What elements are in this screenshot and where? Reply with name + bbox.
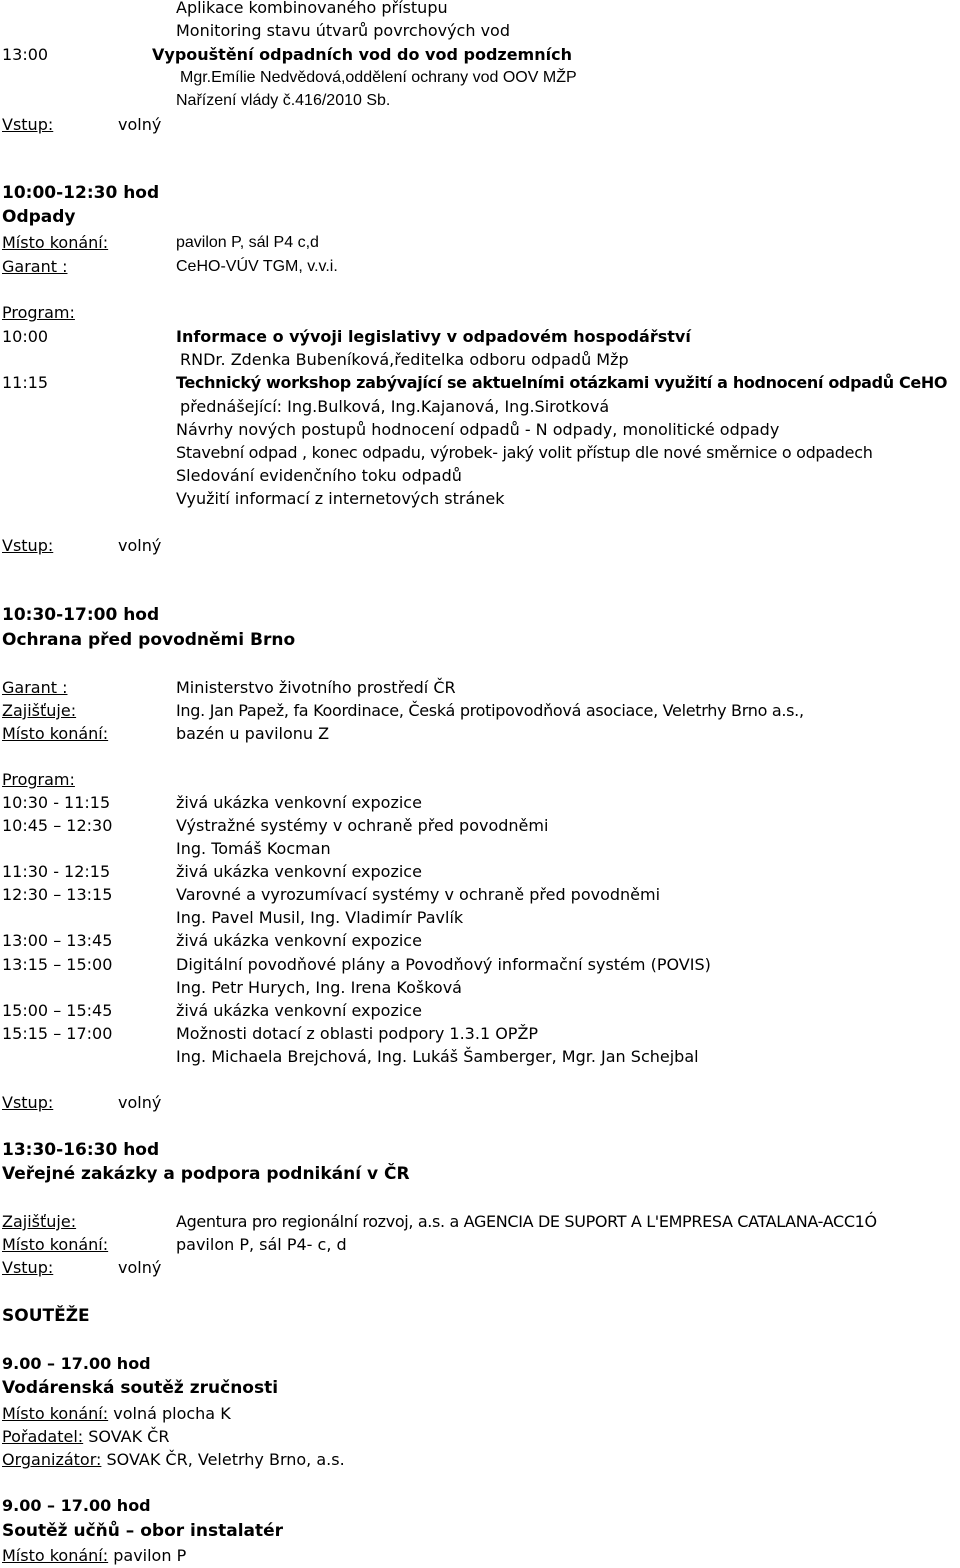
program-time: 10:00 bbox=[2, 327, 49, 346]
program-text: Varovné a vyrozumívací systémy v ochraně před povodněmi bbox=[176, 885, 661, 904]
entry-row bbox=[0, 114, 960, 137]
program-row bbox=[0, 1023, 960, 1046]
section-title bbox=[0, 206, 960, 229]
organizer-label: Zajišťuje: bbox=[2, 701, 77, 720]
venue-label: Místo konání: bbox=[2, 1235, 109, 1254]
entry-value: volný bbox=[118, 536, 162, 555]
section-time bbox=[0, 182, 960, 205]
text-line bbox=[0, 442, 960, 465]
section-title bbox=[0, 629, 960, 652]
program-text: Možnosti dotací z oblasti podpory 1.3.1 OPŽP bbox=[176, 1024, 539, 1043]
organizer-line bbox=[2, 1449, 345, 1471]
program-text: Výstražné systémy v ochraně před povodněmi bbox=[176, 816, 549, 835]
venue-label: Místo konání: bbox=[2, 1404, 109, 1423]
organizer-value: Ing. Jan Papež, fa Koordinace, Česká protipovodňová asociace, Veletrhy Brno a.s., bbox=[176, 701, 804, 720]
program-text: Digitální povodňové plány a Povodňový informační systém (POVIS) bbox=[176, 955, 711, 974]
section-title-text: Odpady bbox=[2, 207, 76, 227]
entry-value: volný bbox=[118, 1258, 162, 1277]
program-time: 10:30 - 11:15 bbox=[2, 793, 111, 812]
text-line bbox=[0, 90, 960, 113]
program-row bbox=[0, 907, 960, 930]
section-title bbox=[0, 1520, 960, 1543]
entry-value: volný bbox=[118, 1093, 162, 1112]
organizer-label: Organizátor: bbox=[2, 1450, 102, 1469]
program-text: Ing. Michaela Brejchová, Ing. Lukáš Šamberger, Mgr. Jan Schejbal bbox=[176, 1047, 699, 1066]
text-line bbox=[0, 465, 960, 488]
program-row bbox=[0, 1046, 960, 1069]
speaker-line: Mgr.Emílie Nedvědová,oddělení ochrany vod OOV MŽP bbox=[180, 69, 577, 86]
topic-line: Využití informací z internetových stránek bbox=[176, 489, 505, 508]
organizer-value: Agentura pro regionální rozvoj, a.s. a AGENCIA DE SUPORT A L'EMPRESA CATALANA-ACC1Ó bbox=[176, 1212, 877, 1231]
entry-label: Vstup: bbox=[2, 536, 54, 555]
program-label-row bbox=[0, 769, 960, 792]
program-time: 11:15 bbox=[2, 373, 49, 392]
section-time bbox=[0, 1353, 960, 1376]
program-time: 15:00 – 15:45 bbox=[2, 1001, 113, 1020]
organizer-value: SOVAK ČR, Veletrhy Brno, a.s. bbox=[106, 1450, 345, 1469]
program-label-row bbox=[0, 302, 960, 325]
entry-row bbox=[0, 1092, 960, 1115]
text-line bbox=[0, 0, 960, 20]
program-text: živá ukázka venkovní expozice bbox=[176, 1001, 422, 1020]
venue-value: pavilon P, sál P4 c,d bbox=[176, 234, 319, 251]
program-time: 15:15 – 17:00 bbox=[2, 1024, 113, 1043]
section-time-text: 9.00 – 17.00 hod bbox=[2, 1496, 151, 1515]
section-title bbox=[0, 1377, 960, 1400]
entry-row bbox=[0, 535, 960, 558]
organizer-label: Pořadatel: bbox=[2, 1427, 84, 1446]
program-text: Ing. Petr Hurych, Ing. Irena Košková bbox=[176, 978, 462, 997]
venue-row bbox=[0, 1234, 960, 1257]
program-text: živá ukázka venkovní expozice bbox=[176, 931, 422, 950]
venue-value: pavilon P, sál P4- c, d bbox=[176, 1235, 347, 1254]
venue-row bbox=[0, 723, 960, 746]
topic-line: Stavební odpad , konec odpadu, výrobek- jaký volit přístup dle nové směrnice o odpadech bbox=[176, 443, 873, 462]
venue-row bbox=[0, 232, 960, 255]
organizer-row bbox=[0, 1211, 960, 1234]
garant-label: Garant : bbox=[2, 257, 68, 276]
venue-row bbox=[0, 1545, 960, 1568]
program-text: živá ukázka venkovní expozice bbox=[176, 862, 422, 881]
section-title-text: Soutěž učňů – obor instalatér bbox=[2, 1521, 284, 1541]
entry-value: volný bbox=[118, 115, 162, 134]
program-row bbox=[0, 954, 960, 977]
program-text: živá ukázka venkovní expozice bbox=[176, 793, 422, 812]
program-row bbox=[0, 372, 960, 395]
program-text: Ing. Pavel Musil, Ing. Vladimír Pavlík bbox=[176, 908, 464, 927]
program-time: 13:00 bbox=[2, 45, 49, 64]
organizer-label: Zajišťuje: bbox=[2, 1212, 77, 1231]
text-line bbox=[0, 20, 960, 43]
speaker-line: přednášející: Ing.Bulková, Ing.Kajanová, Ing.Sirotková bbox=[180, 397, 610, 416]
organizer-row bbox=[0, 700, 960, 723]
program-title: Vypouštění odpadních vod do vod podzemních bbox=[152, 45, 572, 64]
program-label: Program: bbox=[2, 770, 75, 789]
program-label: Program: bbox=[2, 303, 75, 322]
venue-line bbox=[2, 1545, 186, 1567]
program-row bbox=[0, 884, 960, 907]
venue-line bbox=[2, 1403, 231, 1425]
section-time bbox=[0, 1495, 960, 1518]
garant-row bbox=[0, 677, 960, 700]
venue-row bbox=[0, 1403, 960, 1426]
section-time bbox=[0, 1139, 960, 1162]
entry-label: Vstup: bbox=[2, 115, 54, 134]
program-row bbox=[0, 44, 960, 67]
section-time-text: 13:30-16:30 hod bbox=[2, 1140, 160, 1160]
program-row bbox=[0, 326, 960, 349]
section-title-text: Ochrana před povodněmi Brno bbox=[2, 630, 296, 650]
program-row bbox=[0, 1000, 960, 1023]
program-time: 13:00 – 13:45 bbox=[2, 931, 113, 950]
session-line: Monitoring stavu útvarů povrchových vod bbox=[176, 21, 510, 40]
competitions-heading: SOUTĚŽE bbox=[2, 1306, 90, 1326]
garant-value: Ministerstvo životního prostředí ČR bbox=[176, 678, 456, 697]
entry-row bbox=[0, 1257, 960, 1280]
speaker-line: RNDr. Zdenka Bubeníková,ředitelka odboru odpadů Mžp bbox=[180, 350, 629, 369]
program-time: 11:30 - 12:15 bbox=[2, 862, 111, 881]
organizer-row bbox=[0, 1449, 960, 1472]
program-title: Informace o vývoji legislativy v odpadovém hospodářství bbox=[176, 327, 691, 346]
organizer-value: SOVAK ČR bbox=[88, 1427, 170, 1446]
section-time-text: 10:00-12:30 hod bbox=[2, 183, 160, 203]
program-text: Ing. Tomáš Kocman bbox=[176, 839, 331, 858]
venue-label: Místo konání: bbox=[2, 724, 109, 743]
program-row bbox=[0, 838, 960, 861]
text-line bbox=[0, 396, 960, 419]
section-time-text: 10:30-17:00 hod bbox=[2, 605, 160, 625]
venue-label: Místo konání: bbox=[2, 233, 109, 252]
program-row bbox=[0, 861, 960, 884]
text-line bbox=[0, 419, 960, 442]
venue-label: Místo konání: bbox=[2, 1546, 109, 1565]
section-title bbox=[0, 1163, 960, 1186]
program-time: 10:45 – 12:30 bbox=[2, 816, 113, 835]
text-line bbox=[0, 488, 960, 511]
entry-label: Vstup: bbox=[2, 1258, 54, 1277]
program-row bbox=[0, 930, 960, 953]
text-line bbox=[0, 349, 960, 372]
section-title-text: Vodárenská soutěž zručnosti bbox=[2, 1378, 279, 1398]
program-row bbox=[0, 792, 960, 815]
program-time: 13:15 – 15:00 bbox=[2, 955, 113, 974]
regulation-line: Nařízení vlády č.416/2010 Sb. bbox=[176, 92, 391, 109]
venue-value: bazén u pavilonu Z bbox=[176, 724, 330, 743]
session-line: Aplikace kombinovaného přístupu bbox=[176, 0, 448, 17]
entry-label: Vstup: bbox=[2, 1093, 54, 1112]
section-time-text: 9.00 – 17.00 hod bbox=[2, 1354, 151, 1373]
section-title-text: Veřejné zakázky a podpora podnikání v ČR bbox=[2, 1164, 410, 1184]
program-time: 12:30 – 13:15 bbox=[2, 885, 113, 904]
section-heading bbox=[0, 1305, 960, 1328]
venue-value: volná plocha K bbox=[113, 1404, 231, 1423]
garant-value: CeHO-VÚV TGM, v.v.i. bbox=[176, 258, 338, 275]
organizer-row bbox=[0, 1426, 960, 1449]
program-row bbox=[0, 977, 960, 1000]
garant-label: Garant : bbox=[2, 678, 68, 697]
text-line bbox=[0, 67, 960, 90]
program-row bbox=[0, 815, 960, 838]
topic-line: Sledování evidenčního toku odpadů bbox=[176, 466, 462, 485]
garant-row bbox=[0, 256, 960, 279]
topic-line: Návrhy nových postupů hodnocení odpadů - N odpady, monolitické odpady bbox=[176, 420, 780, 439]
section-time bbox=[0, 604, 960, 627]
organizer-line bbox=[2, 1426, 169, 1448]
program-title: Technický workshop zabývající se aktuelními otázkami využití a hodnocení odpadů CeHO bbox=[176, 373, 948, 392]
venue-value: pavilon P bbox=[113, 1546, 187, 1565]
